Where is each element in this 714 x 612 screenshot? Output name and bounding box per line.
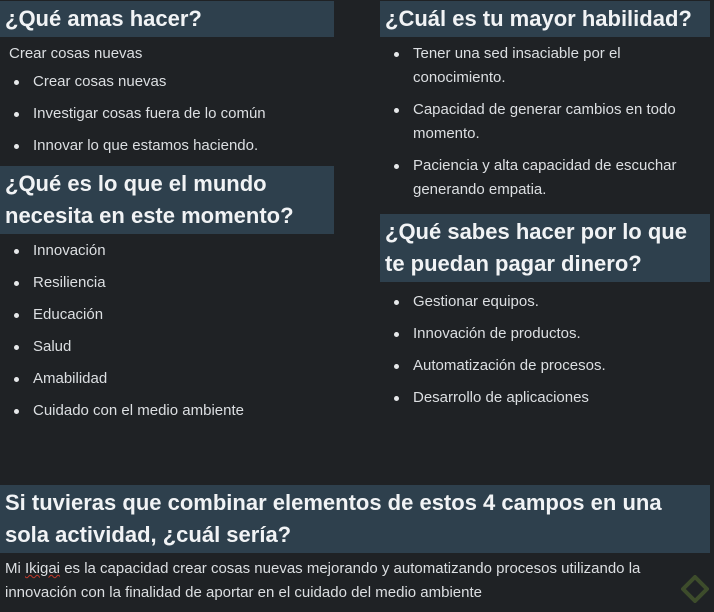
list-item: Innovar lo que estamos haciendo.: [0, 134, 334, 158]
combine-text-rest: es la capacidad crear cosas nuevas mejorando y automatizando procesos utilizando la innovación con la finalidad de aportar en el cuidado del medio ambiente: [5, 560, 641, 601]
skill-heading: ¿Cuál es tu mayor habilidad?: [380, 1, 710, 37]
list-item: Educación: [0, 303, 334, 327]
combine-section: [0, 485, 710, 605]
list-item: Gestionar equipos.: [380, 290, 710, 314]
list-item: Innovación: [0, 239, 334, 263]
list-item: Crear cosas nuevas: [0, 70, 334, 94]
list-item: Amabilidad: [0, 367, 334, 391]
paid-list: [380, 290, 710, 410]
list-item: Capacidad de generar cambios en todo momento.: [380, 98, 710, 146]
list-item: Resiliencia: [0, 271, 334, 295]
list-item: Cuidado con el medio ambiente: [0, 399, 334, 423]
platzi-logo-icon: [680, 574, 710, 604]
list-item: Investigar cosas fuera de lo común: [0, 102, 334, 126]
list-item: Tener una sed insaciable por el conocimiento.: [380, 42, 710, 90]
list-item: Innovación de productos.: [380, 322, 710, 346]
right-column: [380, 0, 710, 418]
love-intro: Crear cosas nuevas: [9, 45, 143, 62]
list-item: Paciencia y alta capacidad de escuchar generando empatia.: [380, 154, 710, 202]
list-item: Salud: [0, 335, 334, 359]
combine-text-prefix: Mi: [5, 560, 25, 577]
ikigai-keyword: Ikigai: [25, 560, 61, 577]
world-heading: ¿Qué es lo que el mundo necesita en este momento?: [0, 166, 334, 234]
combine-heading: Si tuvieras que combinar elementos de estos 4 campos en una sola actividad, ¿cuál sería?: [0, 485, 710, 553]
left-column: [0, 0, 334, 431]
combine-text: [0, 557, 710, 605]
paid-heading: ¿Qué sabes hacer por lo que te puedan pagar dinero?: [380, 214, 710, 282]
list-item: Desarrollo de aplicaciones: [380, 386, 710, 410]
world-list: [0, 239, 334, 423]
list-item: Automatización de procesos.: [380, 354, 710, 378]
skill-list: [380, 42, 710, 202]
love-list: [0, 70, 334, 158]
love-heading: ¿Qué amas hacer?: [0, 1, 334, 37]
